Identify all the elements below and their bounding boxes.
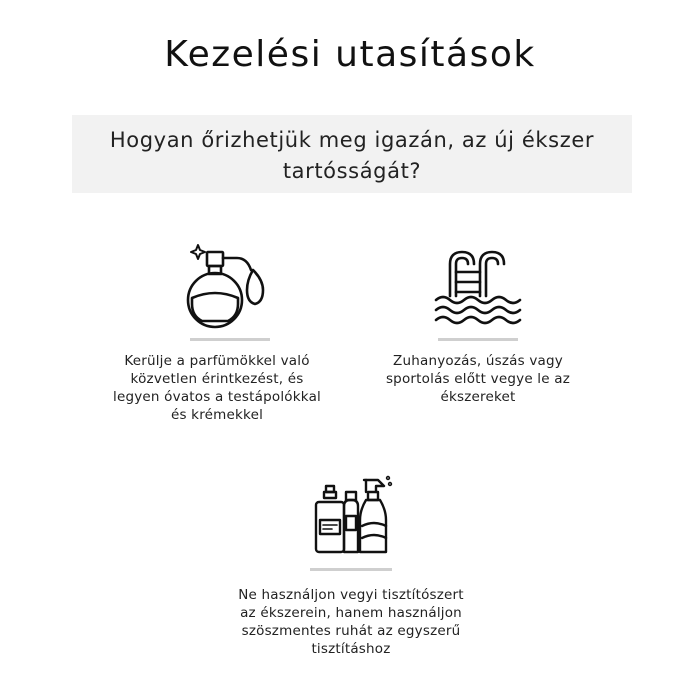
page-title: Kezelési utasítások [164,34,536,75]
perfume-bottle-icon [183,240,273,330]
cleaning-products-icon [310,472,394,556]
caption-cleaning: Ne használjon vegyi tisztítószert az ékszerein, hanem használjon szöszmentes ruhát az egyszerű tisztításhoz [238,587,464,657]
question-banner [72,115,632,193]
divider-cleaning [310,568,392,571]
divider-pool [438,338,518,341]
caption-pool: Zuhanyozás, úszás vagy sportolás előtt vegye le az ékszereket [385,353,571,405]
divider-perfume [190,338,270,341]
caption-perfume: Kerülje a parfümökkel való közvetlen érintkezést, és legyen óvatos a testápolókkal és krémekkel [113,353,321,423]
swimming-pool-icon [432,248,522,328]
banner-text: Hogyan őrizhetjük meg igazán, az új ékszer tartósságát? [109,128,595,183]
